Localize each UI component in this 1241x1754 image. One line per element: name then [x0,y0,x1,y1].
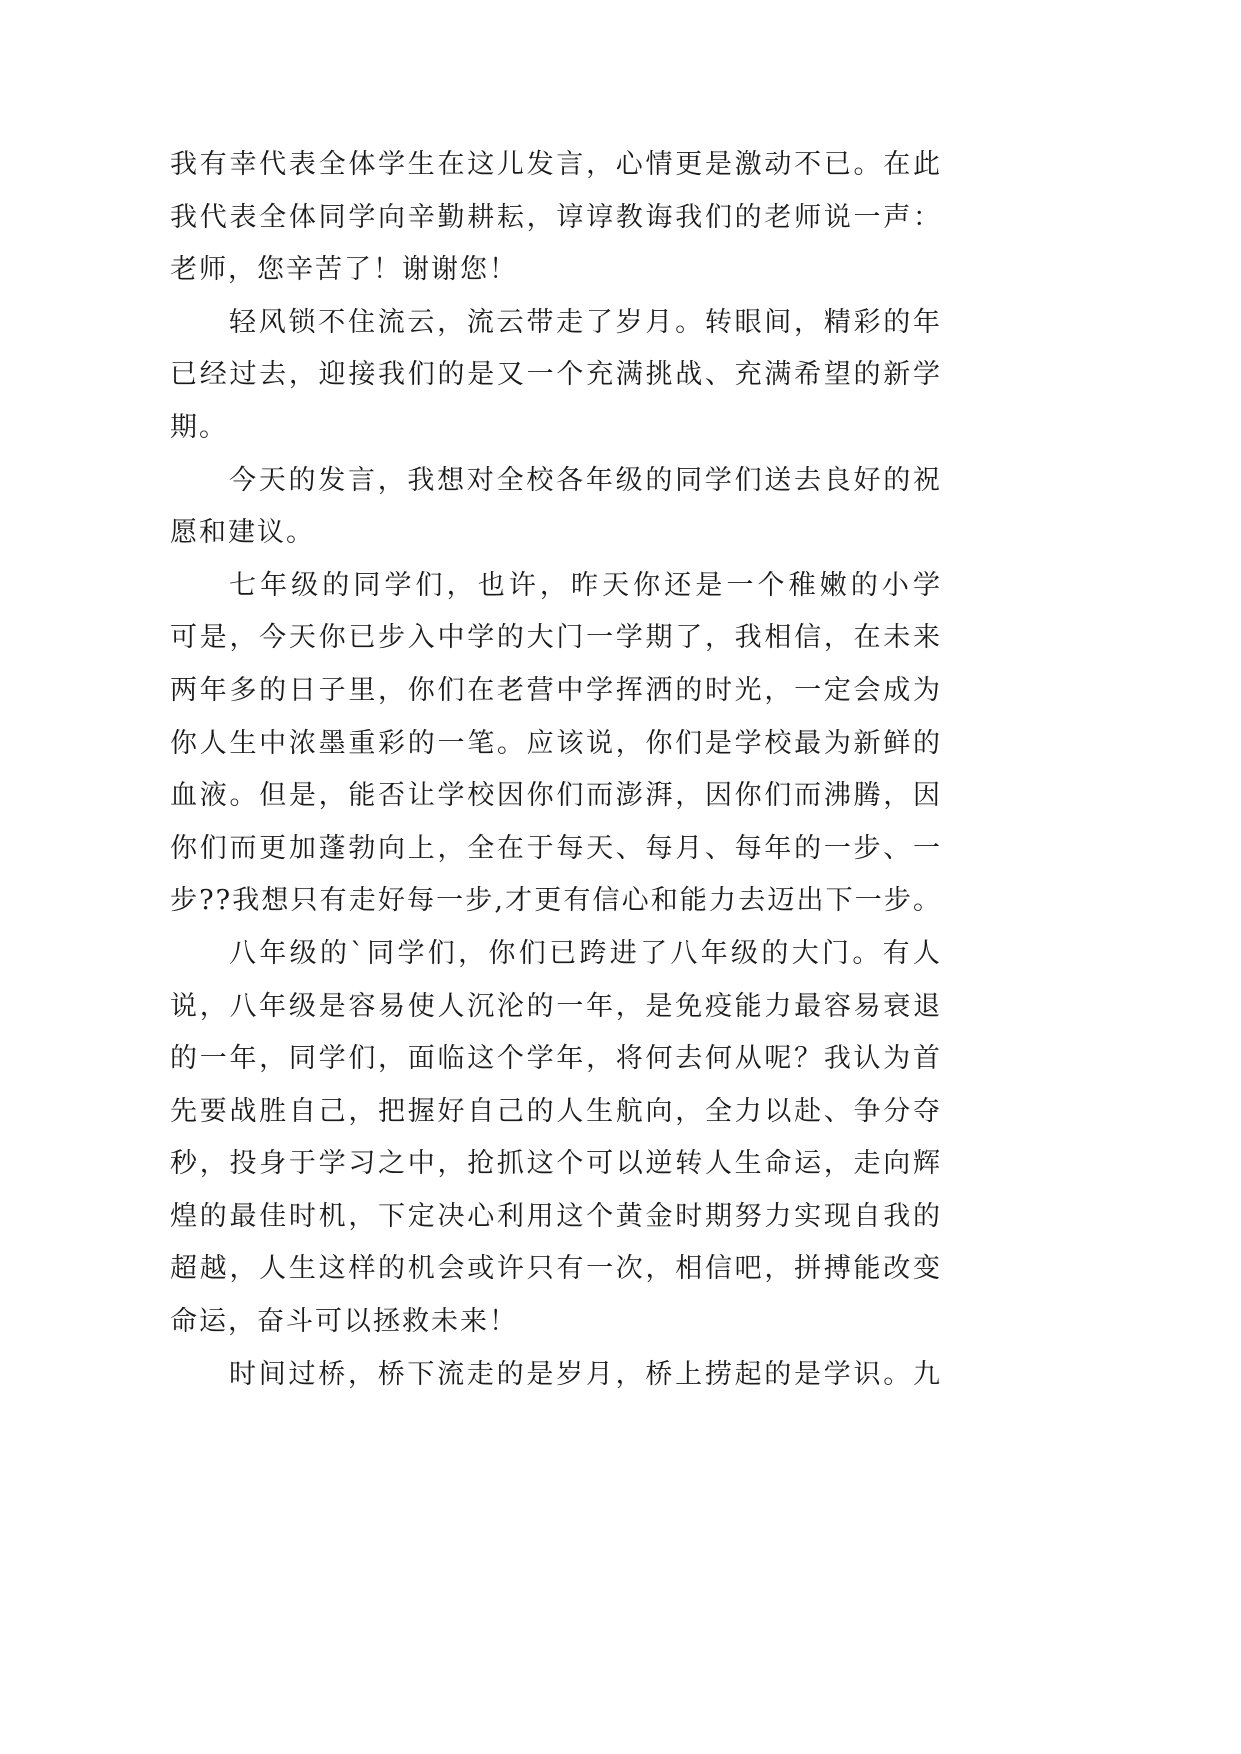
text-line: 超越，人生这样的机会或许只有一次，相信吧，拼搏能改变 [170,1253,942,1285]
text-line: 八年级的`同学们，你们已跨进了八年级的大门。有人 [229,937,942,969]
text-line: 今天的发言，我想对全校各年级的同学们送去良好的祝 [229,464,942,496]
text-line: 说，八年级是容易使人沉沦的一年，是免疫能力最容易衰退 [170,990,942,1022]
text-line: 血液。但是，能否让学校因你们而澎湃，因你们而沸腾，因 [170,780,942,812]
text-line: 两年多的日子里，你们在老营中学挥洒的时光，一定会成为 [170,674,942,706]
text-line: 老师，您辛苦了！谢谢您！ [170,254,518,286]
text-line: 期。 [170,411,228,443]
text-line: 煌的最佳时机，下定决心利用这个黄金时期努力实现自我的 [170,1200,942,1232]
document-body [170,139,942,1401]
text-line: 你人生中浓墨重彩的一笔。应该说，你们是学校最为新鲜的 [170,727,942,759]
text-line: 步??我想只有走好每一步,才更有信心和能力去迈出下一步。 [170,885,942,917]
paragraph-grade-nine [170,1349,942,1402]
paragraph-grade-eight [170,928,942,1349]
text-line: 愿和建议。 [170,517,315,549]
paragraph-greeting [170,139,942,297]
paragraph-grade-seven [170,560,942,928]
text-line: 时间过桥，桥下流走的是岁月，桥上捞起的是学识。九 [229,1358,942,1390]
text-line: 秒，投身于学习之中，抢抓这个可以逆转人生命运，走向辉 [170,1148,942,1180]
paragraph-new-term [170,297,942,455]
text-line: 我有幸代表全体学生在这儿发言，心情更是激动不已。在此 [170,149,942,180]
text-line: 的一年，同学们，面临这个学年，将何去何从呢？我认为首 [170,1043,942,1075]
text-line: 命运，奋斗可以拯救未来！ [170,1306,518,1338]
text-line: 我代表全体同学向辛勤耕耘，谆谆教诲我们的老师说一声： [170,201,942,233]
text-line: 轻风锁不住流云，流云带走了岁月。转眼间，精彩的年 [229,306,942,338]
text-line: 你们而更加蓬勃向上，全在于每天、每月、每年的一步、一 [170,832,942,864]
text-line: 先要战胜自己，把握好自己的人生航向，全力以赴、争分夺 [170,1095,942,1127]
paragraph-intro [170,455,942,560]
text-line: 七年级的同学们，也许，昨天你还是一个稚嫩的小学 [229,569,942,601]
text-line: 可是，今天你已步入中学的大门一学期了，我相信，在未来 [170,622,942,654]
text-line: 已经过去，迎接我们的是又一个充满挑战、充满希望的新学 [170,359,942,391]
